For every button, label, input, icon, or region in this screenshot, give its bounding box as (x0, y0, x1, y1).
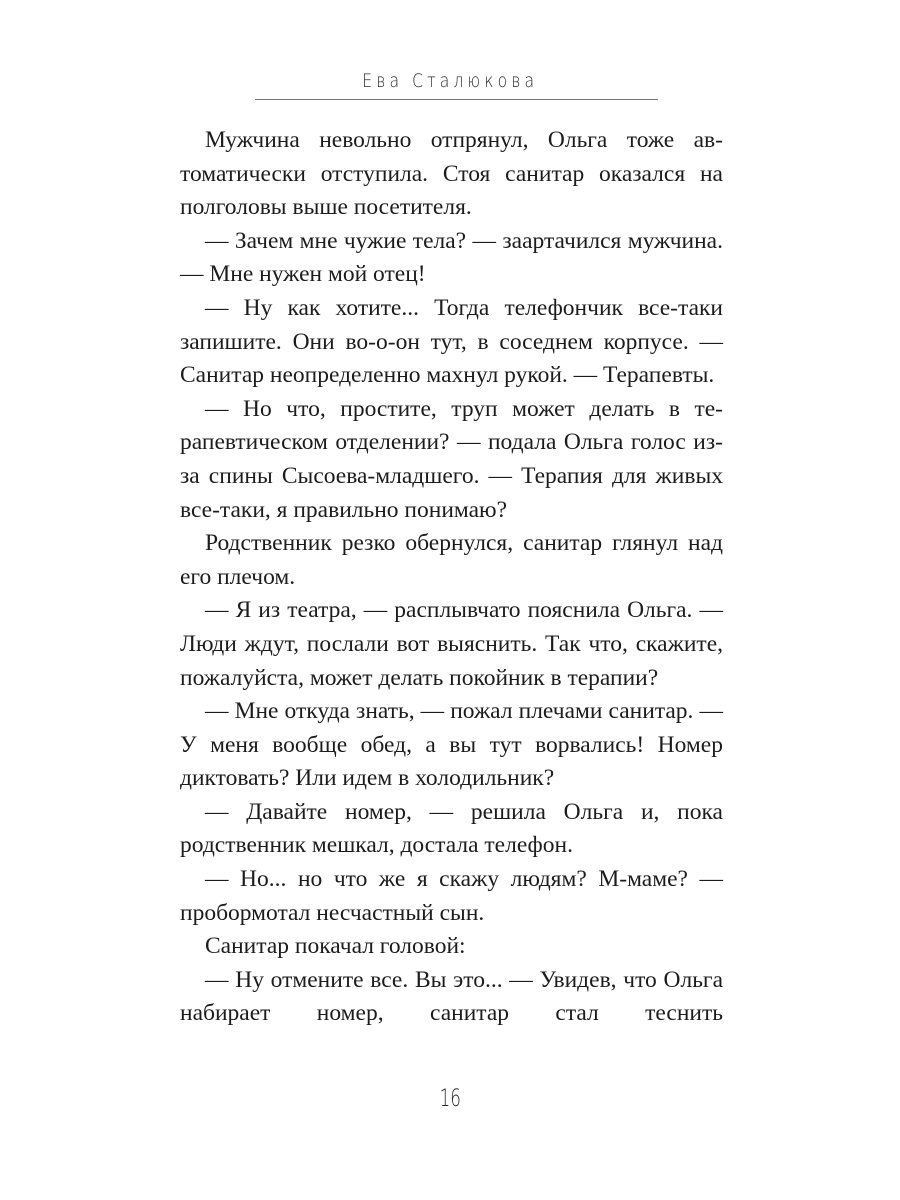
paragraph: Мужчина невольно отпрянул, Ольга тоже автоматически отступила. Стоя санитар оказался на полголовы выше посетителя. (180, 127, 723, 221)
paragraph: — Но... но что же я скажу людям? М-маме? — пробормотал несчастный сын. (180, 866, 723, 926)
paragraph: Родственник резко обернулся, санитар глянул над его плечом. (180, 530, 723, 590)
body-text (180, 124, 723, 1031)
running-title: Ева Сталюкова (362, 70, 538, 92)
paragraph: — Ну отмените все. Вы это... — Увидев, что Ольга набирает номер, санитар стал теснить (180, 966, 723, 1027)
paragraph: — Мне откуда знать, — пожал плечами санитар. — У меня вообще обед, а вы тут ворвались! Номер диктовать? Или идем в холодильник? (180, 698, 723, 792)
paragraph: — Я из театра, — расплывчато пояснила Ольга. — Люди ждут, послали вот выяснить. Так что, скажите, пожалуйста, может делать покойник в терапии? (180, 597, 723, 691)
paragraph: — Но что, простите, труп может делать в терапевтическом отделении? — подала Ольга голос из-за спины Сысоева-младшего. — Терапия для живых все-таки, я правильно понимаю? (180, 395, 723, 523)
page-number-text: 16 (439, 1084, 461, 1112)
header-rule (255, 99, 658, 100)
paragraph: Санитар покачал головой: (205, 933, 466, 960)
page-header (0, 70, 900, 92)
paragraph: — Ну как хотите... Тогда телефончик все-таки запишите. Они во-о-он тут, в соседнем корпусе. — Санитар неопределенно махнул рукой. — Терапевты. (180, 294, 723, 389)
paragraph: — Зачем мне чужие тела? — заартачился мужчина. — Мне нужен мой отец! (180, 227, 723, 288)
page-number (0, 1084, 900, 1112)
paragraph: — Давайте номер, — решила Ольга и, пока родственник мешкал, достала телефон. (180, 798, 723, 859)
